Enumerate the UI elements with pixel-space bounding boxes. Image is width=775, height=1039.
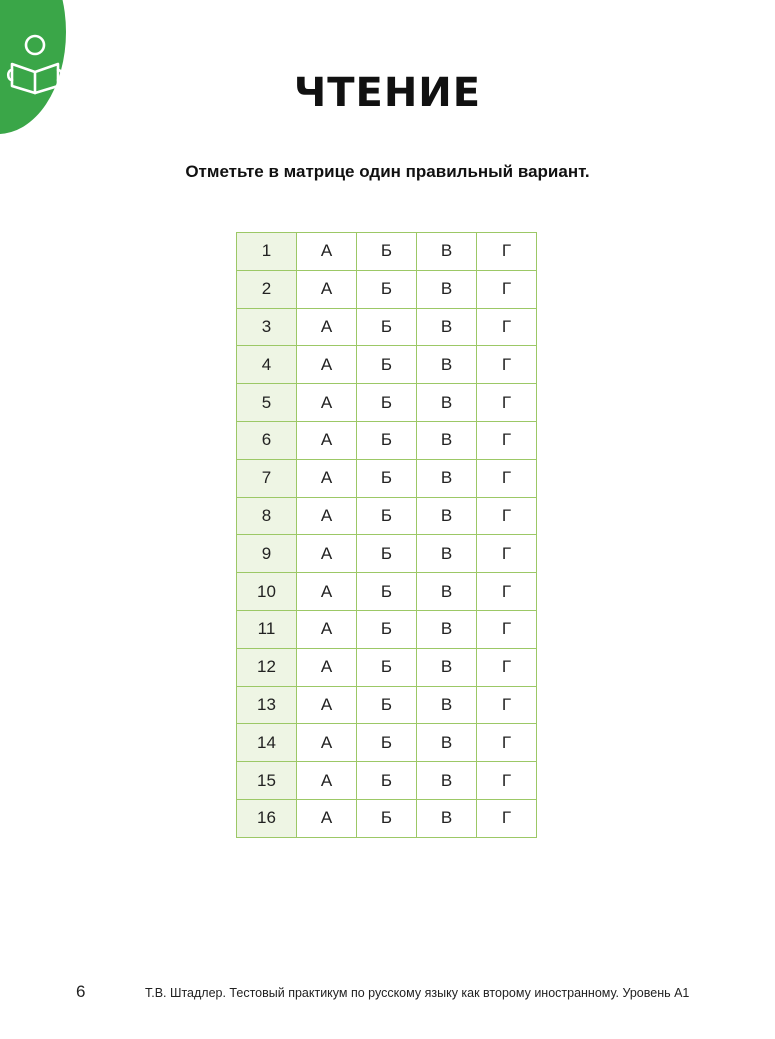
question-number: 1 [237,233,297,271]
answer-option-cell[interactable]: Г [477,535,537,573]
question-number: 6 [237,421,297,459]
answer-option-cell[interactable]: В [417,308,477,346]
question-number: 5 [237,384,297,422]
answer-option-cell[interactable]: А [297,799,357,837]
answer-option-cell[interactable]: Б [357,724,417,762]
answer-option-cell[interactable]: А [297,535,357,573]
matrix-row [237,648,537,686]
answer-option-cell[interactable]: Б [357,610,417,648]
answer-option-cell[interactable]: Г [477,610,537,648]
answer-option-cell[interactable]: Г [477,648,537,686]
answer-option-cell[interactable]: А [297,648,357,686]
answer-option-cell[interactable]: В [417,384,477,422]
answer-option-cell[interactable]: Г [477,686,537,724]
answer-option-cell[interactable]: А [297,459,357,497]
answer-option-cell[interactable]: Б [357,535,417,573]
answer-option-cell[interactable]: Г [477,724,537,762]
question-number: 2 [237,270,297,308]
answer-option-cell[interactable]: Г [477,270,537,308]
answer-option-cell[interactable]: А [297,346,357,384]
answer-option-cell[interactable]: Г [477,762,537,800]
answer-option-cell[interactable]: Г [477,346,537,384]
matrix-row [237,497,537,535]
matrix-row [237,459,537,497]
answer-option-cell[interactable]: В [417,686,477,724]
answer-option-cell[interactable]: Б [357,762,417,800]
answer-option-cell[interactable]: Б [357,233,417,271]
answer-option-cell[interactable]: Б [357,799,417,837]
question-number: 12 [237,648,297,686]
matrix-row [237,686,537,724]
answer-option-cell[interactable]: А [297,724,357,762]
footer-citation: Т.В. Штадлер. Тестовый практикум по русскому языку как второму иностранному. Уровень А1 [145,986,690,1000]
answer-option-cell[interactable]: Г [477,233,537,271]
matrix-row [237,270,537,308]
answer-option-cell[interactable]: Б [357,497,417,535]
answer-option-cell[interactable]: А [297,384,357,422]
page-title: ЧТЕНИЕ [293,70,482,116]
matrix-row [237,346,537,384]
matrix-row [237,384,537,422]
answer-option-cell[interactable]: В [417,724,477,762]
answer-option-cell[interactable]: Г [477,459,537,497]
question-number: 9 [237,535,297,573]
answer-option-cell[interactable]: В [417,459,477,497]
answer-option-cell[interactable]: А [297,270,357,308]
question-number: 3 [237,308,297,346]
matrix-row [237,799,537,837]
answer-option-cell[interactable]: Г [477,799,537,837]
answer-option-cell[interactable]: Б [357,648,417,686]
question-number: 16 [237,799,297,837]
answer-option-cell[interactable]: Б [357,308,417,346]
answer-matrix [236,232,537,838]
question-number: 14 [237,724,297,762]
question-number: 10 [237,573,297,611]
answer-option-cell[interactable]: Б [357,346,417,384]
matrix-row [237,762,537,800]
matrix-row [237,308,537,346]
answer-option-cell[interactable]: А [297,610,357,648]
answer-option-cell[interactable]: В [417,610,477,648]
answer-option-cell[interactable]: Б [357,686,417,724]
answer-option-cell[interactable]: В [417,573,477,611]
answer-option-cell[interactable]: А [297,308,357,346]
question-number: 8 [237,497,297,535]
matrix-row [237,233,537,271]
answer-option-cell[interactable]: В [417,762,477,800]
matrix-row [237,535,537,573]
answer-option-cell[interactable]: Б [357,384,417,422]
matrix-row [237,421,537,459]
matrix-row [237,724,537,762]
question-number: 13 [237,686,297,724]
answer-option-cell[interactable]: Г [477,384,537,422]
answer-option-cell[interactable]: А [297,762,357,800]
answer-option-cell[interactable]: А [297,497,357,535]
answer-option-cell[interactable]: А [297,233,357,271]
answer-option-cell[interactable]: Б [357,270,417,308]
answer-option-cell[interactable]: В [417,270,477,308]
answer-option-cell[interactable]: В [417,535,477,573]
answer-option-cell[interactable]: Б [357,421,417,459]
answer-option-cell[interactable]: Г [477,421,537,459]
question-number: 15 [237,762,297,800]
answer-option-cell[interactable]: В [417,421,477,459]
question-number: 7 [237,459,297,497]
answer-option-cell[interactable]: А [297,573,357,611]
instruction-text: Отметьте в матрице один правильный вариант. [185,162,590,181]
answer-option-cell[interactable]: Г [477,573,537,611]
answer-option-cell[interactable]: А [297,686,357,724]
question-number: 11 [237,610,297,648]
answer-option-cell[interactable]: Б [357,459,417,497]
matrix-row [237,610,537,648]
answer-option-cell[interactable]: В [417,497,477,535]
answer-option-cell[interactable]: В [417,346,477,384]
answer-option-cell[interactable]: В [417,648,477,686]
answer-option-cell[interactable]: Г [477,497,537,535]
answer-option-cell[interactable]: В [417,799,477,837]
answer-option-cell[interactable]: Г [477,308,537,346]
answer-option-cell[interactable]: А [297,421,357,459]
matrix-row [237,573,537,611]
answer-option-cell[interactable]: В [417,233,477,271]
question-number: 4 [237,346,297,384]
page-number: 6 [76,982,86,1001]
answer-option-cell[interactable]: Б [357,573,417,611]
